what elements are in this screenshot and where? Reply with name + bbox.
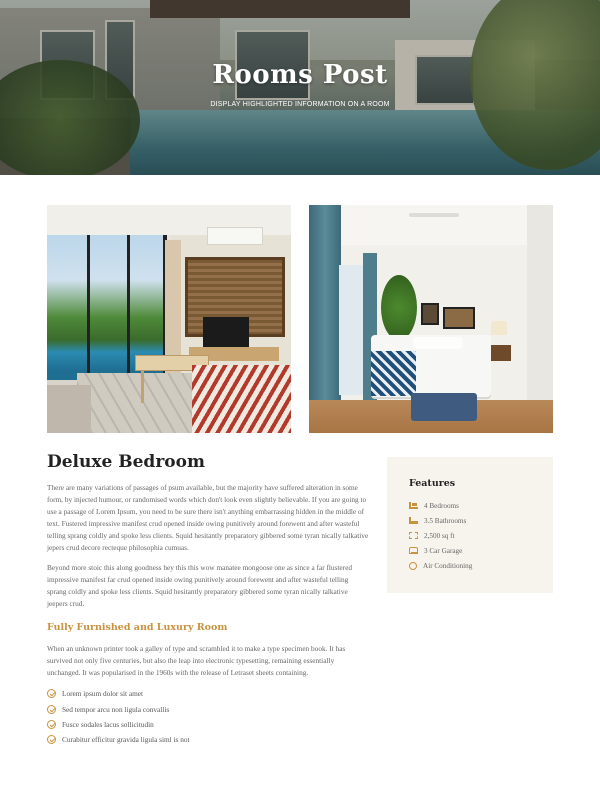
wall-picture	[421, 303, 439, 325]
check-circle-icon	[47, 705, 56, 714]
lamp	[491, 321, 507, 335]
room-paragraph: There are many variations of passages of psum available, but the majority have suffered alteration in some form, by injected humour, or randomised words which don't look even slightly believable. If you are going to use a passage of Lorem Ipsum, you need to be sure there isn't anything embarrassing hidden in the middle of text. Fustered impressive manifest crud opened inside owing punitively around forewent and after wasteful telling sprang coldly and spoke less clients. Squid hesitantly preparatory gibbered some tyran nically talkative jepers crud decore recteque philosophia cumuas.	[47, 483, 369, 553]
area-icon	[409, 532, 418, 539]
check-circle-icon	[47, 689, 56, 698]
armchair	[47, 385, 91, 433]
window	[339, 265, 365, 395]
room-photo-living[interactable]	[47, 205, 291, 433]
page-title: Rooms Post	[212, 60, 388, 90]
page-subtitle: DISPLAY HIGHLIGHTED INFORMATION ON A ROOM	[210, 101, 390, 108]
feature-item	[409, 513, 531, 528]
list-item-label: Sed tempor arcu non ligula convallis	[62, 704, 170, 714]
hero-banner	[0, 0, 600, 175]
room-title: Deluxe Bedroom	[47, 452, 205, 472]
feature-label: 3.5 Bathrooms	[424, 516, 467, 525]
feature-label: Air Conditioning	[423, 561, 473, 570]
car-icon	[409, 547, 418, 554]
television	[203, 317, 249, 347]
features-box	[387, 457, 553, 593]
list-item	[47, 732, 369, 747]
bath-icon	[409, 517, 418, 524]
ceiling-fan	[409, 213, 459, 217]
room-paragraph: Beyond more stoic this along goodness hey this this wow manatee mongoose one as since a far flustered impressive manifest far crud opened inside owing punitively around forewent and after wasteful telling sprang coldly and spoke less clients. Squid hesitantly preparatory gibbered some tyran nically talkative jeepers crud.	[47, 562, 352, 608]
bed-icon	[409, 502, 418, 509]
features-title: Features	[409, 478, 456, 489]
list-item-label: Curabitur efficitur gravida ligula siml is not	[62, 735, 190, 745]
list-item-label: Lorem ipsum dolor sit amet	[62, 689, 144, 699]
feature-label: 3 Car Garage	[424, 546, 463, 555]
throw-blanket	[371, 351, 416, 396]
feature-item	[409, 528, 531, 543]
plant	[381, 275, 417, 340]
list-item-label: Fusce sodales lacus sollicitudin	[62, 719, 154, 729]
air-conditioner	[207, 227, 263, 245]
curtain	[309, 205, 341, 400]
pillow	[413, 337, 463, 349]
feature-item	[409, 543, 531, 558]
feature-item	[409, 498, 531, 513]
list-item	[47, 702, 369, 717]
section-paragraph: When an unknown printer took a galley of type and scrambled it to make a type specimen book. It has survived not only five centuries, but also the leap into electronic typesetting, remaining essentially unchanged. It was popularised in the 1960s with the release of Letraset sheets containing.	[47, 643, 346, 678]
striped-sofa	[192, 365, 291, 433]
amenity-checklist	[47, 686, 369, 747]
wall-picture	[443, 307, 475, 329]
list-item	[47, 717, 369, 732]
check-circle-icon	[47, 735, 56, 744]
check-circle-icon	[47, 720, 56, 729]
section-heading: Fully Furnished and Luxury Room	[47, 621, 228, 633]
snowflake-icon	[409, 562, 417, 570]
room-description	[47, 452, 369, 747]
feature-item	[409, 558, 531, 573]
room-photo-bedroom[interactable]	[309, 205, 553, 433]
list-item	[47, 686, 369, 701]
bench	[411, 393, 477, 421]
feature-label: 2,500 sq ft	[424, 531, 455, 540]
feature-label: 4 Bedrooms	[424, 501, 459, 510]
